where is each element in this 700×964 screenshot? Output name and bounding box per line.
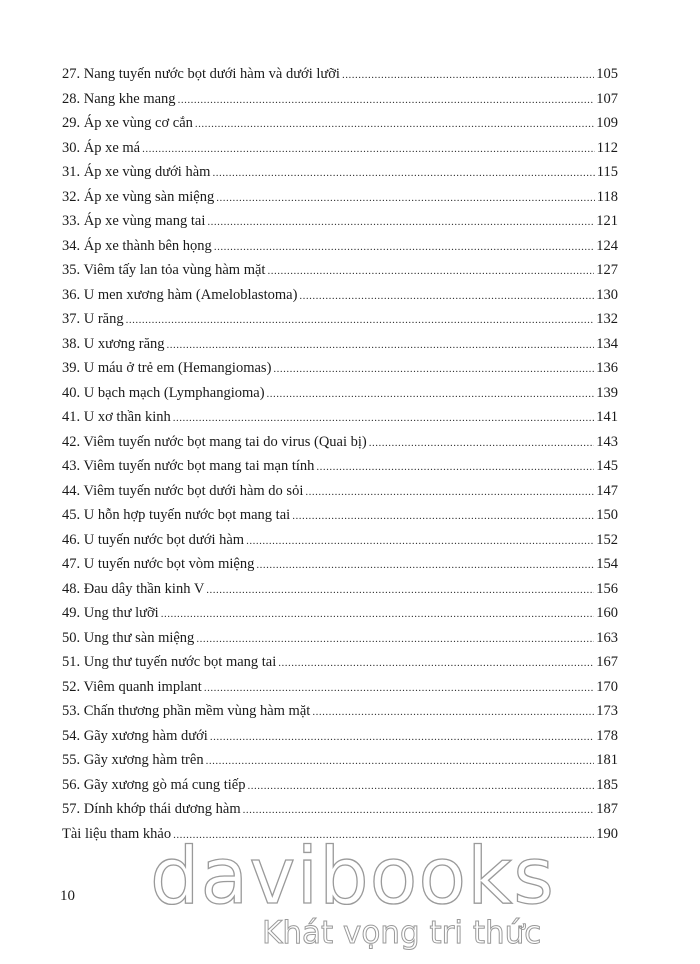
toc-entry[interactable] (62, 528, 618, 553)
toc-dot-leader (206, 578, 594, 603)
toc-entry[interactable] (62, 773, 618, 798)
toc-entry[interactable] (62, 234, 618, 259)
toc-entry-page: 141 (596, 409, 618, 425)
toc-entry-title: 29. Áp xe vùng cơ cắn (62, 115, 193, 131)
toc-entry-page: 181 (596, 752, 618, 768)
toc-entry-title: 44. Viêm tuyến nước bọt dưới hàm do sỏi (62, 482, 304, 499)
toc-entry-title: 31. Áp xe vùng dưới hàm (62, 164, 211, 180)
toc-entry-page: 150 (596, 507, 618, 523)
toc-dot-leader (256, 553, 594, 578)
toc-entry-page: 152 (596, 531, 618, 548)
toc-dot-leader (247, 774, 594, 799)
toc-entry-title: 49. Ung thư lưỡi (62, 605, 159, 621)
toc-entry[interactable] (62, 626, 618, 651)
toc-dot-leader (204, 676, 594, 701)
toc-entry-title: 34. Áp xe thành bên họng (62, 237, 212, 254)
toc-entry[interactable] (62, 748, 618, 773)
toc-entry-title: 41. U xơ thần kinh (62, 409, 171, 425)
toc-entry-title: 42. Viêm tuyến nước bọt mang tai do virus (Quai bị) (62, 433, 367, 450)
toc-entry-title: 37. U răng (62, 311, 124, 327)
toc-dot-leader (212, 161, 594, 186)
toc-entry[interactable] (62, 209, 618, 234)
toc-entry[interactable] (62, 479, 618, 504)
toc-entry-title: 46. U tuyến nước bọt dưới hàm (62, 531, 245, 548)
toc-entry[interactable] (62, 601, 618, 626)
toc-entry-title: 54. Gãy xương hàm dưới (62, 727, 208, 744)
toc-entry-page: 107 (596, 90, 618, 107)
toc-entry[interactable] (62, 699, 618, 724)
toc-dot-leader (342, 63, 594, 88)
toc-dot-leader (210, 725, 594, 750)
watermark-tagline: Khát vọng tri thức (262, 915, 542, 951)
toc-dot-leader (195, 112, 594, 137)
toc-entry-title: 38. U xương răng (62, 335, 165, 352)
toc-entry[interactable] (62, 258, 618, 283)
toc-entry-title: 47. U tuyến nước bọt vòm miệng (62, 556, 255, 572)
toc-dot-leader (299, 284, 594, 309)
toc-entry-page: 160 (596, 605, 618, 621)
toc-entry-page: 187 (596, 801, 618, 817)
page-number: 10 (60, 888, 75, 904)
toc-dot-leader (305, 480, 594, 505)
toc-entry-title: 57. Dính khớp thái dương hàm (62, 801, 241, 817)
toc-entry-page: 115 (596, 164, 618, 180)
toc-entry-title: 43. Viêm tuyến nước bọt mang tai mạn tính (62, 458, 315, 474)
toc-entry-page: 143 (596, 433, 618, 450)
table-of-contents (62, 62, 618, 846)
toc-entry-page: 124 (596, 237, 618, 254)
toc-entry-page: 185 (596, 776, 618, 793)
toc-dot-leader (273, 357, 594, 382)
toc-entry[interactable] (62, 332, 618, 357)
toc-dot-leader (126, 308, 595, 333)
toc-dot-leader (178, 88, 595, 113)
watermark-brand-logo: davibooks (150, 832, 555, 922)
toc-entry[interactable] (62, 405, 618, 430)
toc-dot-leader (316, 455, 594, 480)
toc-dot-leader (312, 700, 594, 725)
toc-dot-leader (167, 333, 595, 358)
toc-dot-leader (267, 259, 594, 284)
toc-dot-leader (206, 749, 595, 774)
toc-entry[interactable] (62, 136, 618, 161)
toc-entry[interactable] (62, 797, 618, 822)
toc-entry-title: 55. Gãy xương hàm trên (62, 752, 204, 768)
toc-dot-leader (214, 235, 594, 260)
toc-entry[interactable] (62, 356, 618, 381)
toc-entry-title: 32. Áp xe vùng sàn miệng (62, 188, 215, 205)
toc-entry[interactable] (62, 577, 618, 602)
toc-dot-leader (243, 798, 595, 823)
toc-entry[interactable] (62, 650, 618, 675)
toc-entry-title: 27. Nang tuyến nước bọt dưới hàm và dưới lưỡi (62, 66, 340, 82)
toc-entry-title: 56. Gãy xương gò má cung tiếp (62, 776, 246, 793)
toc-entry-page: 109 (596, 115, 618, 131)
toc-dot-leader (246, 529, 594, 554)
toc-entry[interactable] (62, 185, 618, 210)
toc-dot-leader (278, 651, 594, 676)
toc-entry-page: 156 (596, 580, 618, 597)
toc-entry-page: 167 (596, 654, 618, 670)
toc-entry-title: 52. Viêm quanh implant (62, 678, 202, 695)
toc-entry-title: 50. Ung thư sàn miệng (62, 629, 195, 646)
toc-entry-page: 134 (596, 335, 618, 352)
toc-dot-leader (161, 602, 595, 627)
toc-dot-leader (216, 186, 595, 211)
toc-entry-title: 48. Đau dây thần kinh V (62, 580, 205, 597)
toc-entry-page: 121 (596, 213, 618, 229)
toc-dot-leader (196, 627, 594, 652)
toc-entry[interactable] (62, 62, 618, 87)
toc-entry-title: 51. Ung thư tuyến nước bọt mang tai (62, 654, 277, 670)
toc-entry-page: 127 (596, 262, 618, 278)
toc-entry-page: 118 (596, 188, 618, 205)
toc-entry[interactable] (62, 454, 618, 479)
toc-entry[interactable] (62, 111, 618, 136)
toc-entry-title: 40. U bạch mạch (Lymphangioma) (62, 384, 265, 401)
toc-entry-page: 130 (596, 286, 618, 303)
toc-entry[interactable] (62, 724, 618, 749)
toc-entry-title: 39. U máu ở trẻ em (Hemangiomas) (62, 360, 272, 376)
toc-dot-leader (207, 210, 594, 235)
toc-entry-page: 105 (596, 66, 618, 82)
toc-dot-leader (267, 382, 595, 407)
toc-entry-title: 28. Nang khe mang (62, 90, 176, 107)
toc-entry[interactable] (62, 160, 618, 185)
toc-entry[interactable] (62, 381, 618, 406)
toc-dot-leader (369, 431, 595, 456)
toc-entry-page: 147 (596, 482, 618, 499)
toc-entry-page: 132 (596, 311, 618, 327)
toc-dot-leader (173, 406, 594, 431)
toc-entry[interactable] (62, 87, 618, 112)
toc-entry-page: 163 (596, 629, 618, 646)
toc-entry[interactable] (62, 503, 618, 528)
toc-entry-page: 154 (596, 556, 618, 572)
toc-entry-page: 139 (596, 384, 618, 401)
toc-entry-page: 190 (596, 825, 618, 842)
toc-entry-title: 30. Áp xe má (62, 139, 141, 156)
toc-entry-title: 45. U hỗn hợp tuyến nước bọt mang tai (62, 507, 291, 523)
toc-entry[interactable] (62, 283, 618, 308)
toc-entry-page: 178 (596, 727, 618, 744)
toc-entry-page: 136 (596, 360, 618, 376)
toc-entry[interactable] (62, 675, 618, 700)
toc-entry-title: 36. U men xương hàm (Ameloblastoma) (62, 286, 298, 303)
toc-dot-leader (142, 137, 595, 162)
toc-entry-title: 33. Áp xe vùng mang tai (62, 213, 206, 229)
toc-entry[interactable] (62, 430, 618, 455)
toc-entry-page: 173 (596, 703, 618, 719)
toc-entry-page: 112 (596, 139, 618, 156)
toc-entry[interactable] (62, 307, 618, 332)
toc-entry[interactable] (62, 552, 618, 577)
toc-entry-title: Tài liệu tham khảo (62, 825, 172, 842)
toc-dot-leader (292, 504, 594, 529)
toc-entry-title: 35. Viêm tấy lan tỏa vùng hàm mặt (62, 262, 266, 278)
toc-entry-title: 53. Chấn thương phần mềm vùng hàm mặt (62, 703, 311, 719)
toc-entry-page: 170 (596, 678, 618, 695)
toc-entry-page: 145 (596, 458, 618, 474)
